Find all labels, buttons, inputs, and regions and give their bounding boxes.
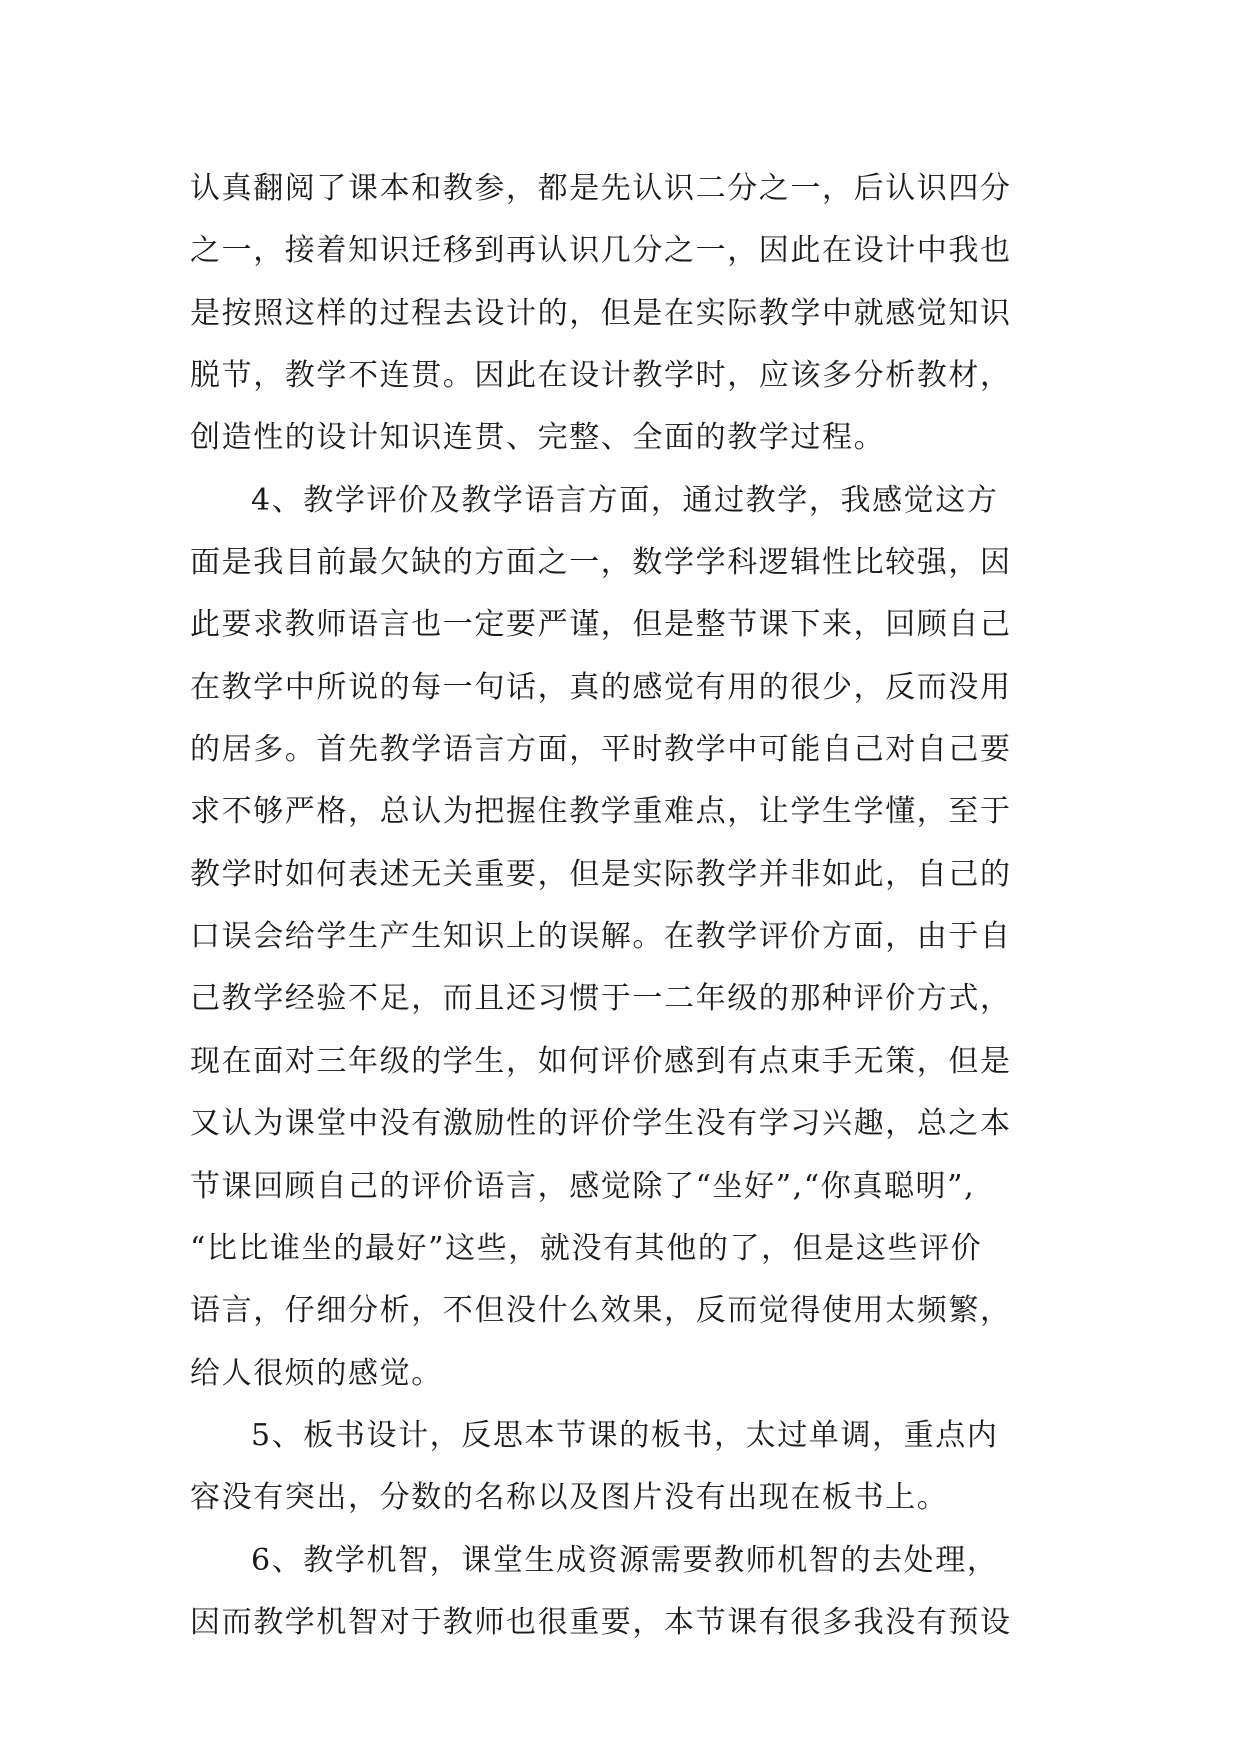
document-body bbox=[190, 158, 1090, 1654]
text-line: “比比谁坐的最好”这些，就没有其他的了，但是这些评价 bbox=[190, 1230, 983, 1266]
text-line: 己教学经验不足，而且还习惯于一二年级的那种评价方式， bbox=[190, 981, 1012, 1017]
text-line: 脱节，教学不连贯。因此在设计教学时，应该多分析教材， bbox=[190, 358, 1012, 394]
text-line: 5、板书设计，反思本节课的板书，太过单调，重点内 bbox=[251, 1417, 999, 1453]
text-line: 容没有突出，分数的名称以及图片没有出现在板书上。 bbox=[190, 1480, 949, 1516]
text-line: 在教学中所说的每一句话，真的感觉有用的很少，反而没用 bbox=[190, 669, 1012, 705]
text-line: 教学时如何表述无关重要，但是实际教学并非如此，自己的 bbox=[190, 856, 1012, 892]
text-line: 又认为课堂中没有激励性的评价学生没有学习兴趣，总之本 bbox=[190, 1106, 1012, 1142]
text-line: 口误会给学生产生知识上的误解。在教学评价方面，由于自 bbox=[190, 919, 1012, 955]
text-line: 的居多。首先教学语言方面，平时教学中可能自己对自己要 bbox=[190, 732, 1012, 768]
text-line: 创造性的设计知识连贯、完整、全面的教学过程。 bbox=[190, 420, 886, 456]
text-line: 给人很烦的感觉。 bbox=[190, 1355, 443, 1391]
text-line: 认真翻阅了课本和教参，都是先认识二分之一，后认识四分 bbox=[190, 171, 1012, 206]
text-line: 之一，接着知识迁移到再认识几分之一，因此在设计中我也 bbox=[190, 233, 1012, 269]
text-line: 面是我目前最欠缺的方面之一，数学学科逻辑性比较强，因 bbox=[190, 545, 1012, 581]
text-line: 此要求教师语言也一定要严谨，但是整节课下来，回顾自己 bbox=[190, 607, 1012, 643]
text-line: 是按照这样的过程去设计的，但是在实际教学中就感觉知识 bbox=[190, 295, 1012, 331]
text-line: 语言，仔细分析，不但没什么效果，反而觉得使用太频繁， bbox=[190, 1293, 1012, 1329]
text-line: 因而教学机智对于教师也很重要，本节课有很多我没有预设 bbox=[190, 1604, 1012, 1640]
text-line: 求不够严格，总认为把握住教学重难点，让学生学懂，至于 bbox=[190, 794, 1012, 830]
text-line: 4、教学评价及教学语言方面，通过教学，我感觉这方 bbox=[251, 482, 999, 518]
text-line: 节课回顾自己的评价语言，感觉除了“坐好”,“你真聪明”, bbox=[190, 1168, 976, 1204]
text-line: 现在面对三年级的学生，如何评价感到有点束手无策，但是 bbox=[190, 1043, 1012, 1079]
text-line: 6、教学机智，课堂生成资源需要教师机智的去处理， bbox=[251, 1542, 999, 1578]
